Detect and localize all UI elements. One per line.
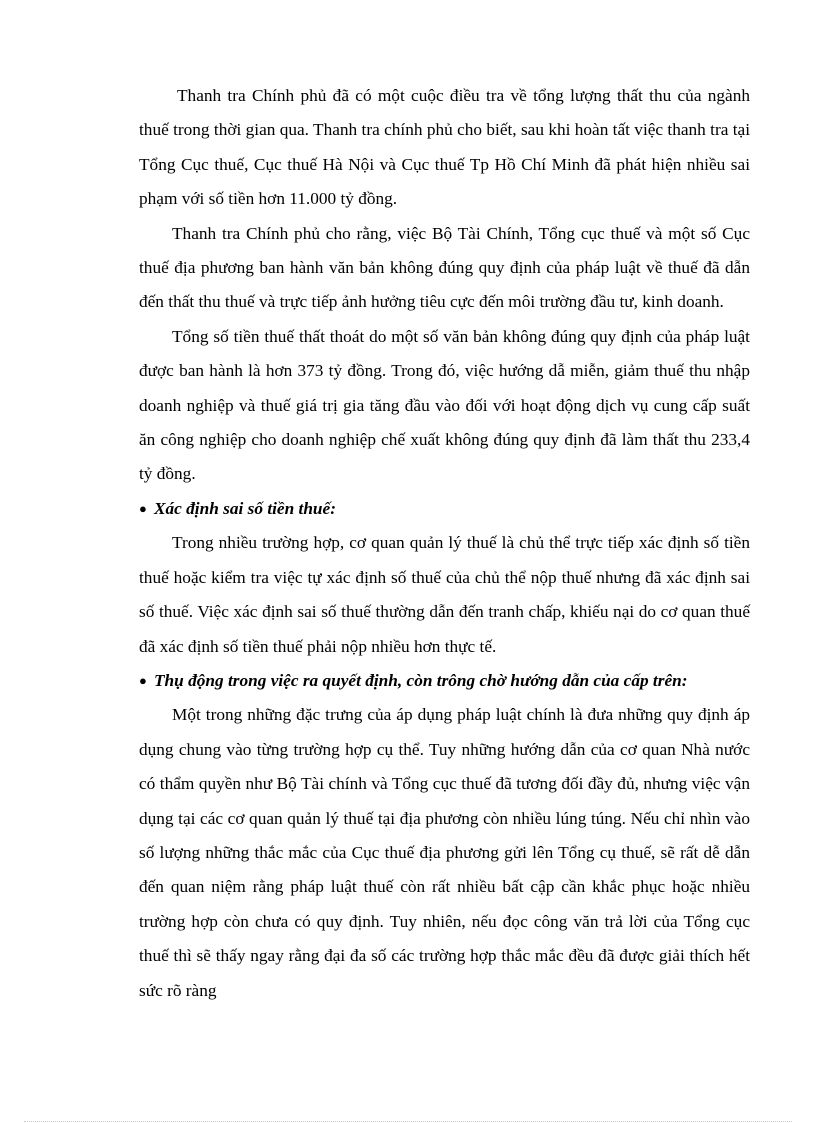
section-heading-passive-decisions	[139, 664, 750, 698]
paragraph-2: Thanh tra Chính phủ cho rằng, việc Bộ Tài Chính, Tổng cục thuế và một số Cục thuế địa phương ban hành văn bản không đúng quy định của pháp luật về thuế đã dẫn đến thất thu thuế và trực tiếp ảnh hưởng tiêu cực đến môi trường đầu tư, kinh doanh.	[139, 223, 750, 312]
heading-text: Xác định sai số tiền thuế:	[154, 498, 336, 518]
paragraph-1: Thanh tra Chính phủ đã có một cuộc điều tra về tổng lượng thất thu của ngành thuế trong thời gian qua. Thanh tra chính phủ cho biết, sau khi hoàn tất việc thanh tra tại Tổng Cục thuế, Cục thuế Hà Nội và Cục thuế Tp Hồ Chí Minh đã phát hiện nhiều sai phạm với số tiền hơn 11.000 tỷ đồng.	[139, 86, 750, 209]
bullet-icon: ●	[139, 500, 147, 516]
page-bottom-divider	[24, 1121, 792, 1122]
document-page	[139, 79, 750, 1008]
paragraph-5: Một trong những đặc trưng của áp dụng pháp luật chính là đưa những quy định áp dụng chung vào từng trường hợp cụ thể. Tuy những hướng dẫn của cơ quan Nhà nước có thẩm quyền như Bộ Tài chính và Tổng cục thuế đã tương đối đầy đủ, nhưng việc vận dụng tại các cơ quan quản lý thuế tại địa phương còn nhiều lúng túng. Nếu chỉ nhìn vào số lượng những thắc mắc của Cục thuế địa phương gửi lên Tổng cụ thuế, sẽ rất dễ dẫn đến quan niệm rằng pháp luật thuế còn rất nhiều bất cập cần khắc phục hoặc nhiều trường hợp còn chưa có quy định. Tuy nhiên, nếu đọc công văn trả lời của Tổng cục thuế thì sẽ thấy ngay rằng đại đa số các trường hợp thắc mắc đều đã được giải thích hết sức rõ ràng	[139, 705, 750, 1000]
heading-text: Thụ động trong việc ra quyết định, còn trông chờ hướng dẫn của cấp trên:	[154, 670, 688, 690]
paragraph-4: Trong nhiều trường hợp, cơ quan quản lý thuế là chủ thể trực tiếp xác định số tiền thuế hoặc kiểm tra việc tự xác định số thuế của chủ thể nộp thuế nhưng đã xác định sai số thuế. Việc xác định sai số thuế thường dẫn đến tranh chấp, khiếu nại do cơ quan thuế đã xác định số tiền thuế phải nộp nhiều hơn thực tế.	[139, 533, 750, 656]
bullet-icon: ●	[139, 672, 147, 688]
paragraph-3: Tổng số tiền thuế thất thoát do một số văn bản không đúng quy định của pháp luật được ban hành là hơn 373 tỷ đồng. Trong đó, việc hướng dẫ miễn, giảm thuế thu nhập doanh nghiệp và thuế giá trị gia tăng đầu vào đối với hoạt động dịch vụ cung cấp suất ăn công nghiệp cho doanh nghiệp chế xuất không đúng quy định đã làm thất thu 233,4 tỷ đồng.	[139, 326, 750, 484]
section-heading-wrong-tax-amount	[139, 492, 750, 526]
